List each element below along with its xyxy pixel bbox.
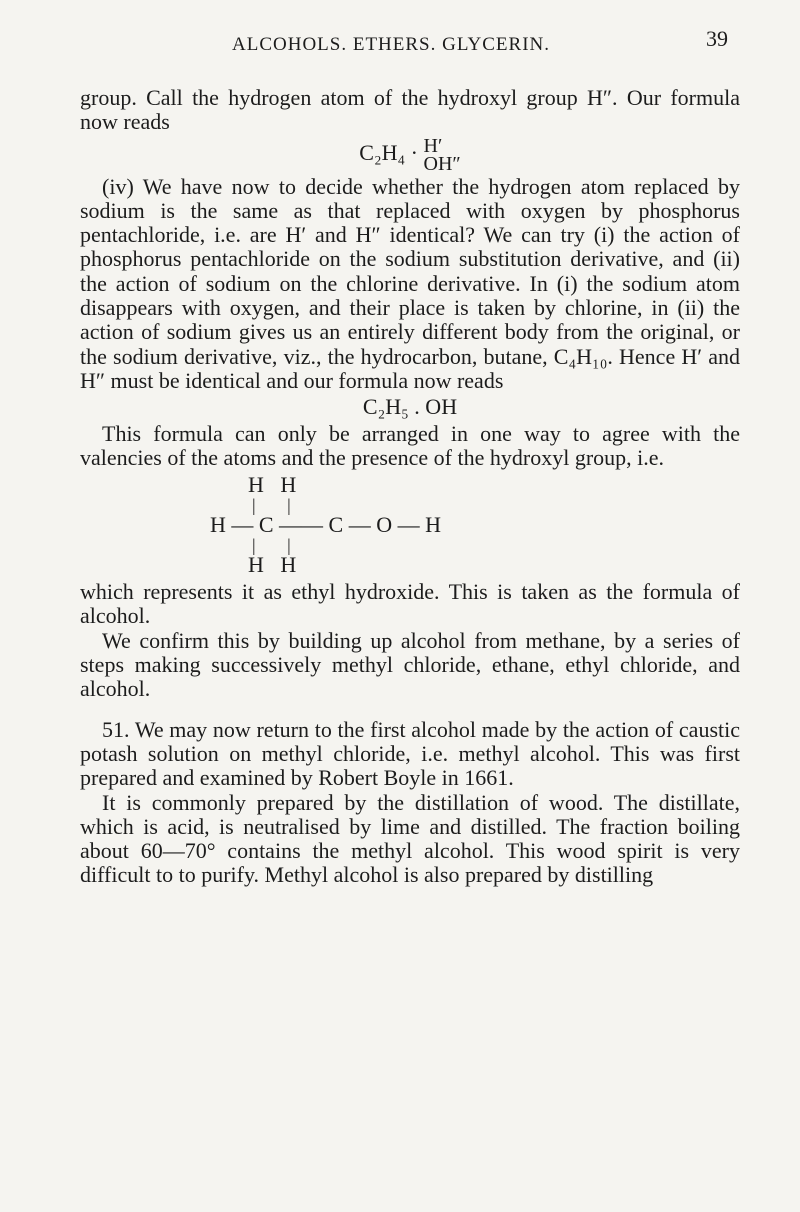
structure-bottom-row: H H: [248, 552, 297, 578]
structure-main-row: H — C —— C — O — H: [210, 512, 442, 538]
formula-ethylene-hydroxyl: [80, 134, 740, 175]
running-head: ALCOHOLS. ETHERS. GLYCERIN.: [232, 34, 551, 55]
paragraph-section-51: 51. We may now return to the first alcohol made by the action of caustic potash solution on methyl chloride, i.e. methyl alcohol. This was first prepared and examined by Robert Boyle in 1661.: [80, 716, 740, 791]
formula-bottom: OH″: [423, 152, 461, 175]
structural-formula: [210, 474, 740, 576]
formula-fraction: [423, 134, 461, 175]
paragraph-4: which represents it as ethyl hydroxide. This is taken as the formula of alcohol.: [80, 579, 740, 629]
formula-top: H′: [423, 134, 443, 157]
structure-top-row: H H: [248, 472, 297, 498]
formula-ethyl-hydroxide: C₂H₅ . OH: [362, 394, 458, 420]
page-number: 39: [706, 26, 728, 51]
structure-top-bonds: | |: [252, 495, 291, 516]
body-text: [80, 86, 740, 888]
paragraph-5: We confirm this by building up alcohol from methane, by a series of steps making successively methyl chloride, ethane, ethyl chloride, and alcohol.: [80, 627, 740, 702]
paragraph-7: It is commonly prepared by the distillation of wood. The distillate, which is acid, is neutralised by lime and distilled. The fraction boiling about 60—70° contains the methyl alcohol. This wood spirit is very difficult to to purify. Methyl alcohol is also prepared by distilling: [80, 789, 740, 888]
structure-bottom-bonds: | |: [252, 535, 291, 556]
paragraph-1: group. Call the hydrogen atom of the hydroxyl group H″. Our formula now reads: [80, 85, 740, 135]
paragraph-2: (iv) We have now to decide whether the hydrogen atom replaced by sodium is the same as that replaced with oxygen by phosphorus pentachloride, i.e. are H′ and H″ identical? We can try (i) the action of phosphorus pentachloride on the sodium substitution derivative, and (ii) the action of sodium on the chlorine derivative. In (i) the sodium atom disappears with oxygen, and their place is taken by chlorine, in (ii) the action of sodium gives us an entirely different body from the original, or the sodium derivative, viz., the hydrocarbon, butane, C₄H₁₀. Hence H′ and H″ must be identical and our formula now reads: [80, 173, 740, 393]
formula-prefix: C₂H₄ ·: [359, 139, 418, 165]
paragraph-3: This formula can only be arranged in one way to agree with the valencies of the atoms and the presence of the hydroxyl group, i.e.: [80, 420, 740, 470]
